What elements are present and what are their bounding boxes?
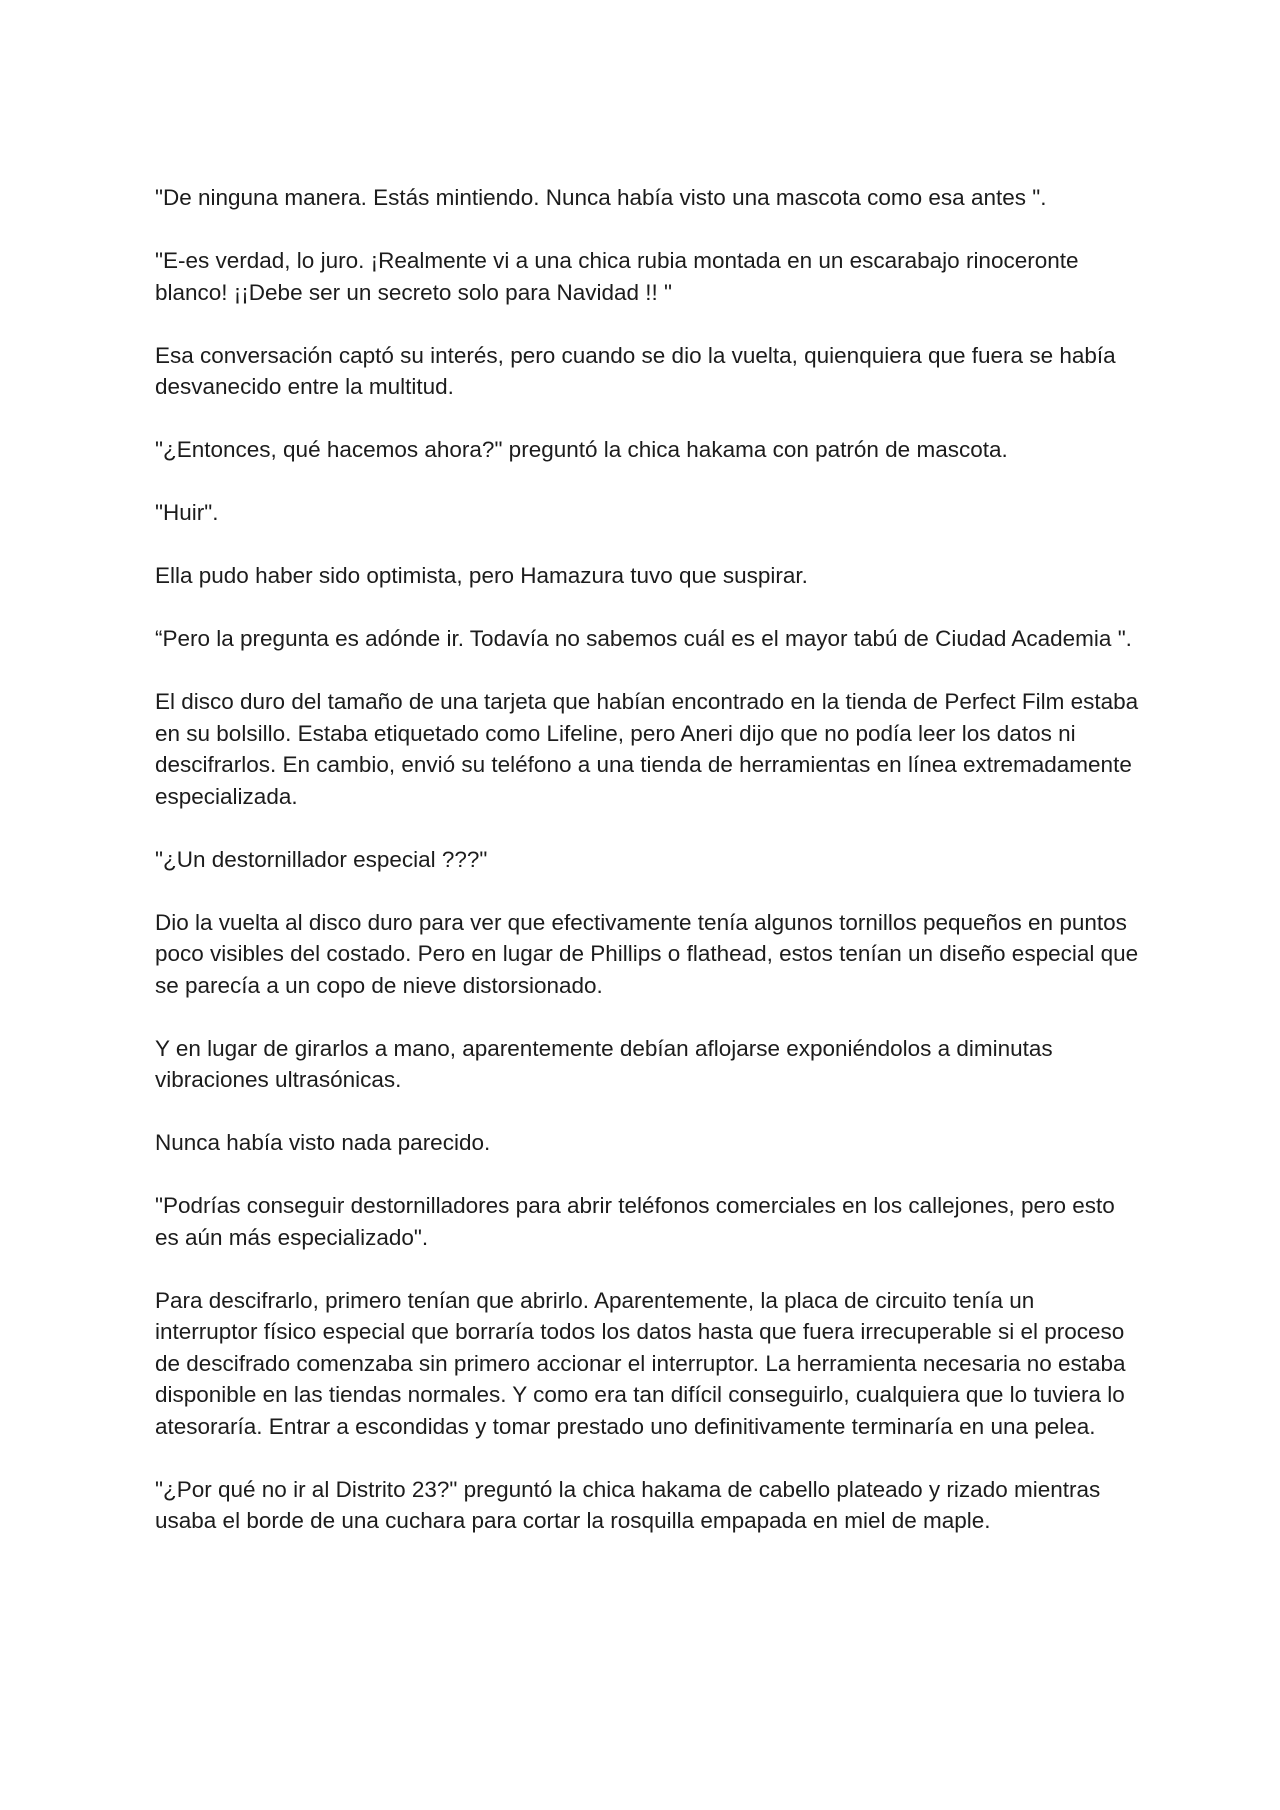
paragraph: "E-es verdad, lo juro. ¡Realmente vi a una chica rubia montada en un escarabajo rinoceronte blanco! ¡¡Debe ser un secreto solo para Navidad !! "	[155, 248, 1079, 305]
paragraph: Nunca había visto nada parecido.	[155, 1130, 491, 1155]
paragraph: "¿Entonces, qué hacemos ahora?" preguntó la chica hakama con patrón de mascota.	[155, 437, 1008, 462]
paragraph: "Podrías conseguir destornilladores para abrir teléfonos comerciales en los callejones, pero esto es aún más especializado".	[155, 1193, 1115, 1250]
document-body	[155, 182, 1140, 1537]
paragraph: Y en lugar de girarlos a mano, aparentemente debían aflojarse exponiéndolos a diminutas vibraciones ultrasónicas.	[155, 1035, 1053, 1092]
paragraph: "¿Por qué no ir al Distrito 23?" preguntó la chica hakama de cabello plateado y rizado mientras usaba el borde de una cuchara para cortar la rosquilla empapada en miel de maple.	[155, 1476, 1101, 1533]
paragraph: Para descifrarlo, primero tenían que abrirlo. Aparentemente, la placa de circuito tenía un interruptor físico especial que borraría todos los datos hasta que fuera irrecuperable si el proceso de descifrado comenzaba sin primero accionar el interruptor. La herramienta necesaria no estaba disponible en las tiendas normales. Y como era tan difícil conseguirlo, cualquiera que lo tuviera lo atesoraría. Entrar a escondidas y tomar prestado uno definitivamente terminaría en una pelea.	[155, 1287, 1126, 1439]
paragraph: El disco duro del tamaño de una tarjeta que habían encontrado en la tienda de Perfect Film estaba en su bolsillo. Estaba etiquetado como Lifeline, pero Aneri dijo que no podía leer los datos ni descifrarlos. En cambio, envió su teléfono a una tienda de herramientas en línea extremadamente especializada.	[155, 689, 1139, 809]
paragraph: "Huir".	[155, 500, 219, 525]
paragraph: Dio la vuelta al disco duro para ver que efectivamente tenía algunos tornillos pequeños en puntos poco visibles del costado. Pero en lugar de Phillips o flathead, estos tenían un diseño especial que se parecía a un copo de nieve distorsionado.	[155, 909, 1139, 998]
paragraph: "¿Un destornillador especial ???"	[155, 846, 488, 872]
paragraph: Esa conversación captó su interés, pero cuando se dio la vuelta, quienquiera que fuera se había desvanecido entre la multitud.	[155, 342, 1116, 399]
paragraph: Ella pudo haber sido optimista, pero Hamazura tuvo que suspirar.	[155, 563, 808, 588]
paragraph: “Pero la pregunta es adónde ir. Todavía no sabemos cuál es el mayor tabú de Ciudad Academia ".	[155, 626, 1132, 651]
paragraph: "De ninguna manera. Estás mintiendo. Nunca había visto una mascota como esa antes ".	[155, 185, 1047, 210]
